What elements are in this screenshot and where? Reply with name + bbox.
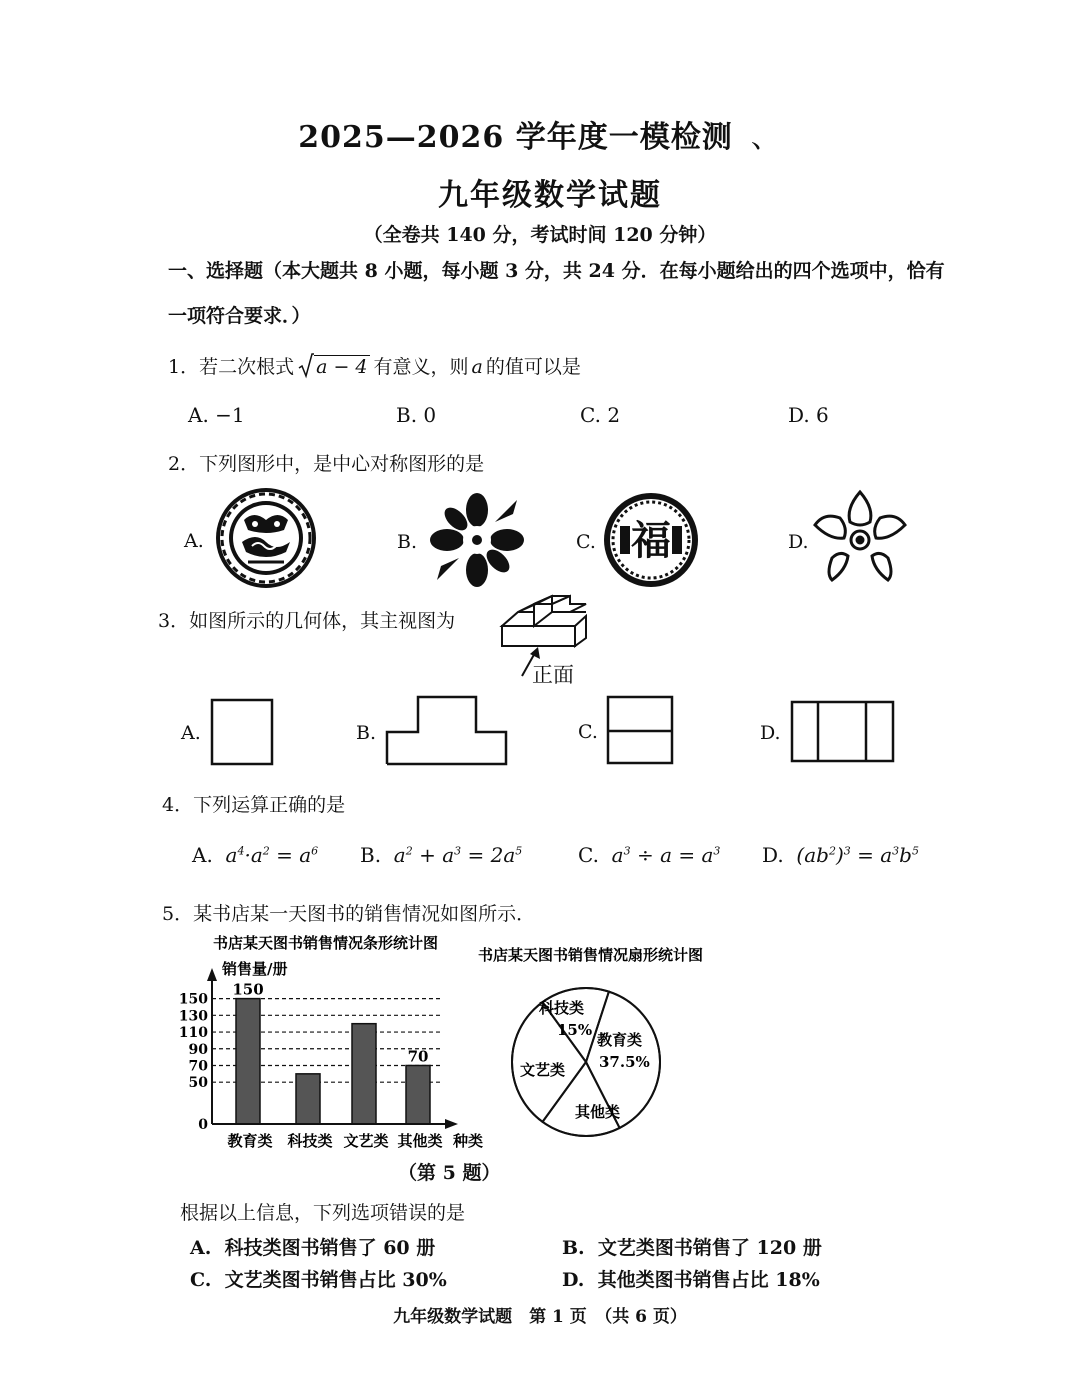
option-label: A. — [192, 843, 213, 867]
option-label: C. — [578, 843, 599, 867]
pie-label-education: 教育类 — [597, 1031, 643, 1049]
y-tick-label: 110 — [178, 1025, 208, 1042]
q5-option-c[interactable] — [190, 1265, 447, 1292]
q1-middle: 有意义，则 — [373, 356, 469, 378]
q2-figure-b-flower-icon — [430, 493, 524, 587]
q4-expr-c: $a^3 \div a = a^3$ — [611, 843, 721, 867]
question-2-stem: 2．下列图形中，是中心对称图形的是 — [168, 453, 485, 475]
q4-expr-a: $a^4\cdot a^2 = a^6$ — [225, 843, 319, 867]
fu-char: 福 — [631, 517, 671, 564]
exam-info: （全卷共 140 分，考试时间 120 分钟） — [363, 224, 717, 246]
pie-label-tech: 科技类 — [539, 999, 585, 1017]
option-label: A. — [188, 403, 209, 427]
pie-percent-education: 37.5% — [599, 1053, 650, 1071]
pie-label-arts: 文艺类 — [520, 1061, 566, 1079]
figure-caption: （第 5 题） — [398, 1162, 501, 1184]
bar — [296, 1074, 320, 1124]
bar-chart-xlabel: 种类 — [453, 1132, 484, 1150]
y-tick-label: 130 — [178, 1008, 208, 1025]
section-heading-line1: 一、选择题（本大题共 8 小题，每小题 3 分，共 24 分．在每小题给出的四个选项中，恰有 — [168, 260, 945, 282]
y-tick-label: 90 — [188, 1041, 208, 1058]
option-text: 文艺类图书销售占比 30% — [224, 1269, 447, 1291]
option-text: −1 — [215, 403, 245, 427]
option-text: 科技类图书销售了 60 册 — [224, 1237, 436, 1259]
q4-expr-d: $(ab^2)^3 = a^3b^5$ — [796, 843, 919, 867]
q3-option-b[interactable]: B. — [356, 722, 377, 744]
q2-option-b[interactable]: B. — [397, 531, 418, 553]
bar-chart-title: 书店某天图书销售情况条形统计图 — [213, 934, 439, 952]
q3-figure-a — [212, 700, 272, 764]
option-label: C. — [190, 1269, 212, 1291]
y-tick-label: 70 — [188, 1058, 208, 1075]
pie-chart — [478, 946, 703, 1136]
q1-radicand: a − 4 — [316, 356, 368, 378]
question-4-stem: 4．下列运算正确的是 — [162, 794, 346, 816]
pie-percent-tech: 15% — [557, 1021, 593, 1039]
y-tick-label: 50 — [188, 1075, 208, 1092]
q4-expr-b: $a^2 + a^3 = 2a^5$ — [393, 843, 523, 867]
pie-label-other: 其他类 — [575, 1103, 621, 1121]
exam-title-text: 2025—2026 学年度一模检测 — [298, 120, 733, 155]
bar-chart-ylabel: 销售量/册 — [222, 960, 288, 978]
bar-data-label: 150 — [232, 980, 264, 999]
option-label: D. — [562, 1269, 585, 1291]
q5-option-b[interactable] — [562, 1233, 822, 1260]
option-label: B. — [562, 1237, 585, 1259]
q4-option-c[interactable] — [578, 843, 720, 867]
x-category-label: 文艺类 — [343, 1132, 389, 1150]
front-label: 正面 — [532, 663, 574, 687]
option-text: 2 — [607, 403, 621, 427]
x-axis-arrow-icon — [445, 1119, 458, 1129]
y-axis-arrow-icon — [207, 968, 217, 981]
option-text: 0 — [423, 403, 437, 427]
q2-figure-c-fu-coin-icon — [604, 493, 698, 587]
option-label: C. — [580, 403, 601, 427]
exam-subtitle: 九年级数学试题 — [438, 178, 662, 213]
q4-option-d[interactable] — [762, 843, 919, 867]
q4-option-a[interactable] — [192, 843, 318, 867]
bar-data-label: 70 — [407, 1047, 429, 1066]
bar — [352, 1024, 376, 1124]
x-category-label: 教育类 — [227, 1132, 273, 1150]
q1-prefix: 1．若二次根式 — [168, 356, 295, 378]
option-label: D. — [788, 403, 810, 427]
q5-option-a[interactable] — [190, 1233, 435, 1260]
stray-mark: 、 — [750, 120, 782, 155]
q3-figure-d — [792, 702, 893, 761]
q3-option-d[interactable]: D. — [760, 722, 781, 744]
option-label: B. — [396, 403, 418, 427]
q2-option-a[interactable]: A. — [184, 530, 204, 552]
q5-question: 根据以上信息，下列选项错误的是 — [180, 1202, 466, 1224]
question-5-stem: 5．某书店某一天图书的销售情况如图所示． — [162, 903, 536, 925]
q2-option-d[interactable]: D. — [788, 531, 809, 553]
q3-solid-figure — [502, 596, 586, 646]
q2-figure-a-medallion-icon — [216, 488, 316, 588]
bar — [236, 999, 260, 1124]
option-label: B. — [360, 843, 382, 867]
q1-suffix: 的值可以是 — [485, 356, 581, 378]
section-heading-line2: 一项符合要求．） — [168, 305, 311, 327]
q3-option-a[interactable]: A. — [181, 722, 201, 744]
q3-figure-c — [608, 697, 672, 763]
pie-chart-title: 书店某天图书销售情况扇形统计图 — [478, 946, 704, 964]
page-footer: 九年级数学试题 第 1 页 （共 6 页） — [393, 1307, 687, 1327]
y-tick-label: 150 — [178, 991, 208, 1008]
option-label: A. — [190, 1237, 212, 1259]
q3-figure-b — [387, 697, 506, 764]
option-label: D. — [762, 843, 784, 867]
q4-option-b[interactable] — [360, 843, 522, 867]
q5-option-d[interactable] — [562, 1265, 820, 1292]
bar-chart — [179, 934, 483, 1150]
q3-option-c[interactable]: C. — [578, 721, 598, 743]
x-category-label: 科技类 — [287, 1132, 333, 1150]
q1-var: a — [471, 356, 483, 378]
x-category-label: 其他类 — [397, 1132, 443, 1150]
option-text: 6 — [816, 403, 829, 427]
q2-option-c[interactable]: C. — [576, 531, 596, 553]
question-3-stem: 3．如图所示的几何体，其主视图为 — [158, 610, 456, 632]
y-tick-label: 0 — [198, 1117, 208, 1133]
option-text: 文艺类图书销售了 120 册 — [597, 1237, 822, 1259]
q2-figure-d-lotus-icon — [815, 492, 905, 580]
option-text: 其他类图书销售占比 18% — [597, 1269, 820, 1291]
bar — [406, 1065, 430, 1124]
